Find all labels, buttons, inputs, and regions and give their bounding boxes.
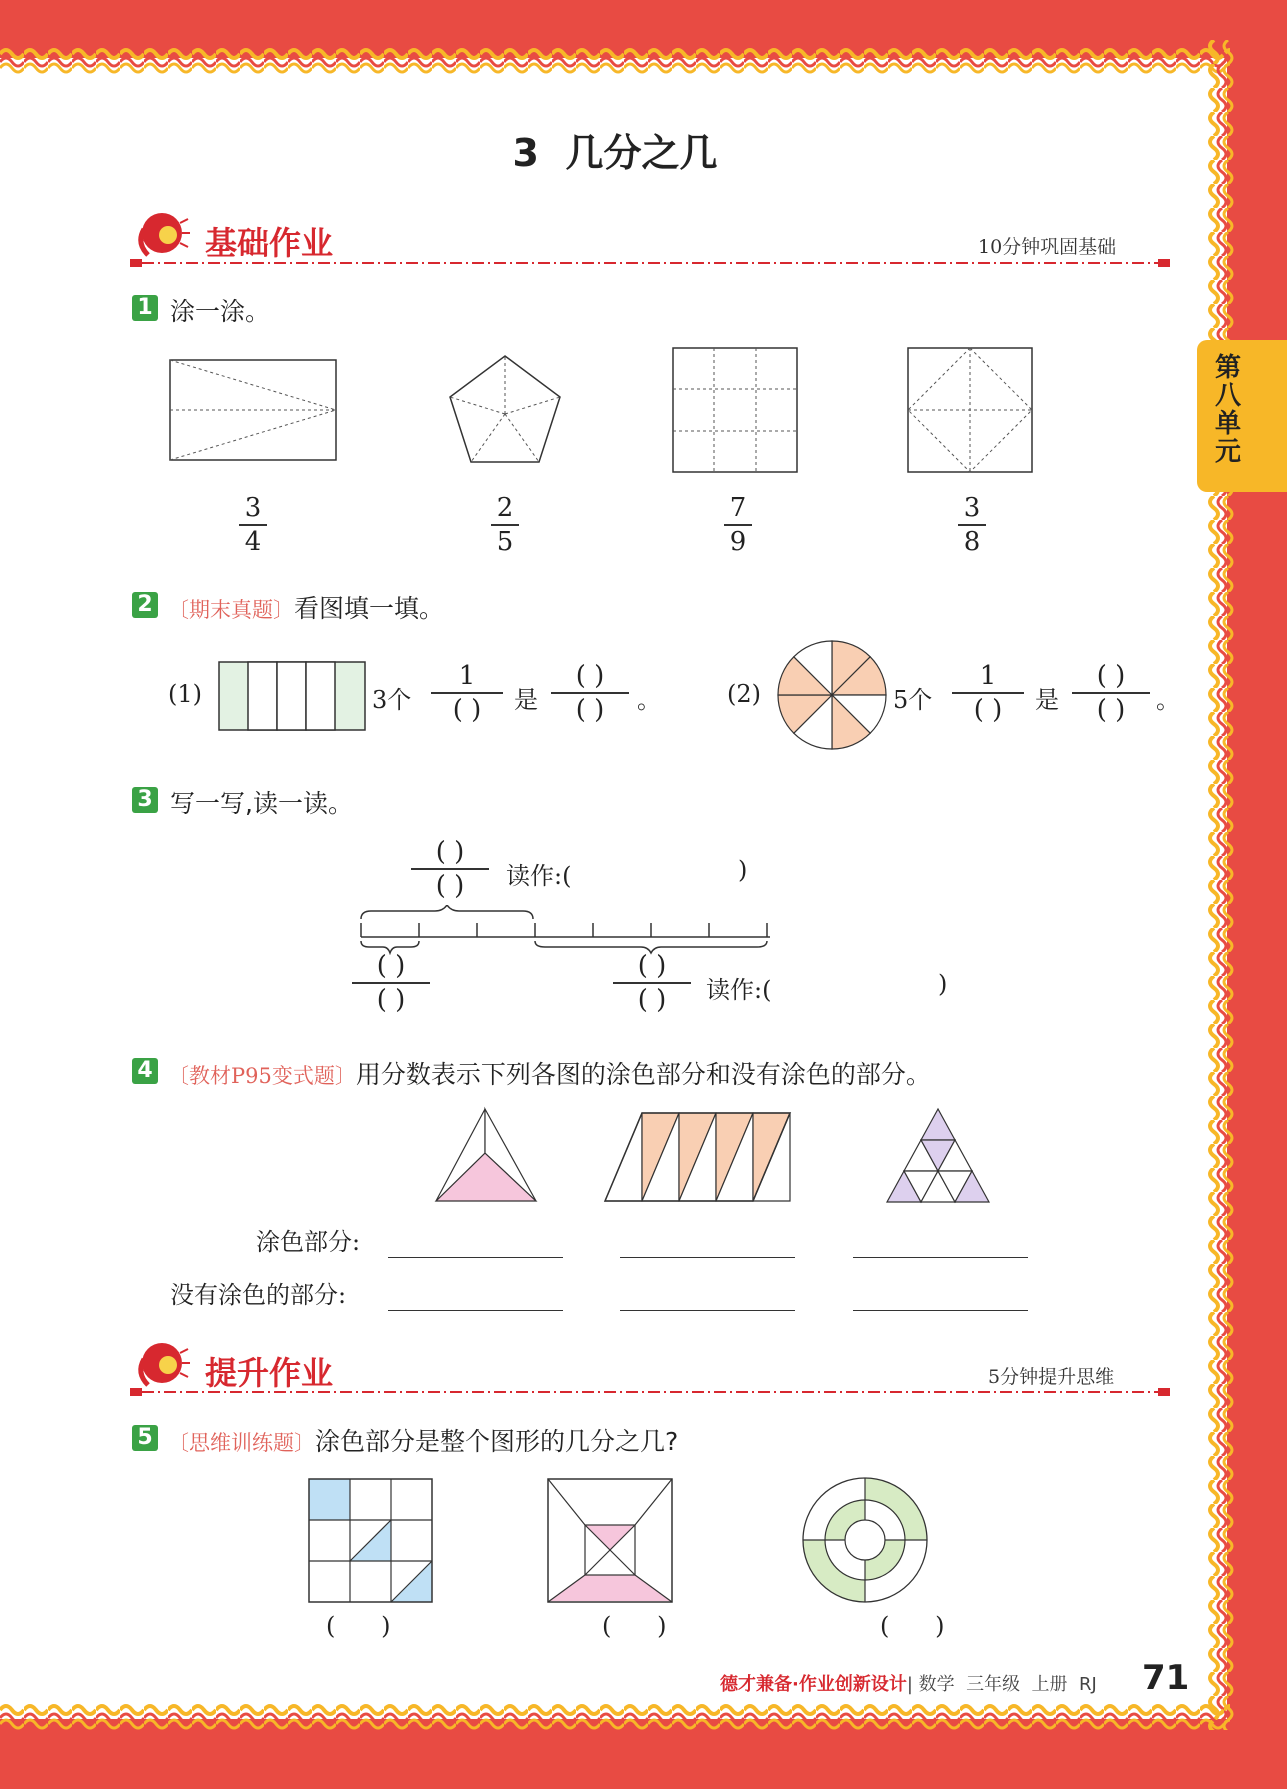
page-number: 71 [1142,1658,1190,1698]
section-advanced-title: 提升作业 [205,1354,334,1392]
q1-fraction-2: 2 5 [485,492,525,558]
q1-pentagon-figure [450,356,560,462]
question-2-number: 2 [132,592,158,618]
q3-top-read-as: 读作:( [506,862,572,890]
q2-part2-label: (2) [727,680,761,708]
q4-unshaded-answer-1[interactable] [388,1310,563,1311]
question-4-tag: 〔教材P95变式题〕 [168,1064,356,1088]
q5-figures [305,1475,1005,1607]
q4-figures [430,1105,1000,1205]
q4-triangle-figure [436,1109,536,1201]
section-basic-title: 基础作业 [205,224,334,262]
section-basic-divider [130,256,1170,270]
q4-unshaded-label: 没有涂色的部分: [170,1281,347,1309]
question-2-tag: 〔期末真题〕 [168,598,294,622]
q1-fraction-3: 7 9 [718,492,758,558]
section-advanced-divider [130,1385,1170,1399]
q2-part2-count: 5个 [893,686,933,714]
q5-ring-figure [803,1478,927,1602]
q3-right-fraction[interactable]: ( ) ( ) [607,950,697,1016]
q2-part1-label: (1) [168,680,202,708]
q1-fraction-1: 3 4 [233,492,273,558]
q4-shaded-answer-2[interactable] [620,1257,795,1258]
q2-part1-end: 。 [637,686,661,714]
q3-right-close: ) [938,970,948,998]
question-5-tag: 〔思维训练题〕 [168,1431,315,1455]
section-basic-note: 10分钟巩固基础 [978,236,1117,258]
q1-fraction-4: 3 8 [952,492,992,558]
q5-answer-3[interactable]: ( ) [880,1612,945,1640]
q4-shaded-answer-3[interactable] [853,1257,1028,1258]
question-2-text: 〔期末真题〕看图填一填。 [168,594,445,623]
q2-strip-figure [218,660,368,732]
q3-segment-line-figure [355,905,775,955]
q2-circle-figure [775,638,889,752]
question-1-number: 1 [132,295,158,321]
q5-answer-2[interactable]: ( ) [602,1612,667,1640]
unit-side-tab-label: 第八单元 [1214,353,1241,467]
footer-info: | 数学 三年级 上册 RJ [906,1674,1097,1695]
q2-part1-unit-fraction: 1 ( ) [425,660,509,726]
q2-part2-end: 。 [1156,686,1180,714]
q3-right-read-as: 读作:( [706,976,772,1004]
q3-top-fraction[interactable]: ( ) ( ) [405,836,495,902]
q5-answer-1[interactable]: ( ) [326,1612,391,1640]
page-footer [720,1670,1097,1696]
question-5-text: 〔思维训练题〕涂色部分是整个图形的几分之几? [168,1427,679,1456]
q2-part1-is: 是 [514,686,538,714]
q3-top-close: ) [738,856,748,884]
section-advanced-note: 5分钟提升思维 [988,1366,1115,1388]
q4-unshaded-answer-3[interactable] [853,1310,1028,1311]
q2-part2-answer-fraction[interactable]: ( ) ( ) [1066,660,1156,726]
question-4-number: 4 [132,1058,158,1084]
q4-unshaded-answer-2[interactable] [620,1310,795,1311]
q5-grid-figure [309,1479,432,1602]
q1-diamond-square-figure [908,348,1032,472]
q4-shaded-label: 涂色部分: [256,1228,361,1256]
q1-grid-square-figure [673,348,797,472]
question-3-text: 写一写,读一读。 [170,789,353,818]
q2-part2-unit-fraction: 1 ( ) [946,660,1030,726]
q4-shaded-answer-1[interactable] [388,1257,563,1258]
lamp-mascot-icon [130,1335,190,1390]
q4-parallelogram-figure [605,1113,790,1201]
q1-figures [165,340,1075,480]
right-wave-border [1200,40,1240,1730]
question-1-text: 涂一涂。 [170,297,271,326]
top-wave-border [0,40,1230,80]
question-5-number: 5 [132,1425,158,1451]
footer-brand: 德才兼备·作业创新设计 [720,1674,907,1695]
q2-part2-is: 是 [1035,686,1059,714]
q4-triangle-grid-figure [887,1109,989,1202]
unit-side-tab [1197,340,1287,492]
q5-nested-square-figure [548,1479,672,1602]
q2-part1-answer-fraction[interactable]: ( ) ( ) [545,660,635,726]
bottom-wave-border [0,1702,1230,1732]
q3-left-fraction[interactable]: ( ) ( ) [346,950,436,1016]
lamp-mascot-icon [130,205,190,260]
q1-rectangle-figure [170,360,336,460]
page-title: 3 几分之几 [512,131,718,175]
question-4-text: 〔教材P95变式题〕用分数表示下列各图的涂色部分和没有涂色的部分。 [168,1060,931,1089]
question-3-number: 3 [132,787,158,813]
q2-part1-count: 3个 [372,686,412,714]
